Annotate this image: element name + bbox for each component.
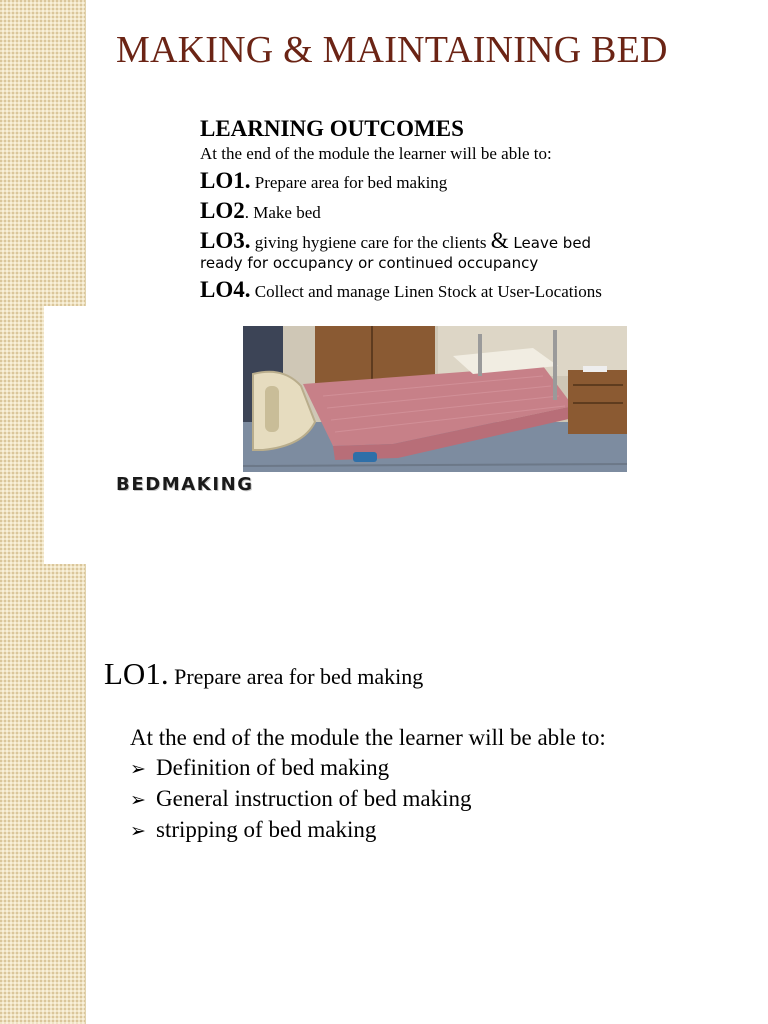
list-item bbox=[130, 815, 744, 846]
outcome-code: LO2 bbox=[200, 198, 245, 223]
image-caption: BEDMAKING bbox=[116, 474, 254, 495]
outcome-lo3 bbox=[200, 230, 720, 273]
outcome-text: . Make bed bbox=[244, 203, 321, 222]
outcome-text: Prepare area for bed making bbox=[250, 173, 448, 192]
arrow-bullet-icon: ➢ bbox=[130, 789, 146, 811]
outcome-lo1 bbox=[200, 170, 720, 194]
lo1-detail-intro: At the end of the module the learner will be able to: bbox=[130, 725, 606, 750]
ampersand: & bbox=[490, 228, 509, 253]
list-item bbox=[130, 753, 744, 784]
outcome-lo2 bbox=[200, 200, 720, 224]
image-backing-panel bbox=[44, 306, 90, 564]
learning-outcomes-intro: At the end of the module the learner will be able to: bbox=[200, 144, 552, 163]
list-item-text: Definition of bed making bbox=[156, 755, 390, 780]
hospital-bed-photo bbox=[243, 326, 627, 472]
lo1-bullet-list bbox=[130, 753, 744, 846]
lo1-detail-title-text: Prepare area for bed making bbox=[168, 664, 424, 689]
outcome-text-continuation: ready for occupancy or continued occupancy bbox=[200, 254, 539, 272]
bed-wheel-pedal bbox=[353, 452, 377, 462]
hospital-bed-illustration bbox=[243, 326, 627, 472]
outcome-text-extra: Leave bed bbox=[508, 234, 592, 252]
arrow-bullet-icon: ➢ bbox=[130, 820, 146, 842]
page-title: MAKING & MAINTAINING BED bbox=[116, 29, 668, 71]
lo1-detail-title bbox=[104, 656, 744, 695]
lo1-detail-body bbox=[104, 723, 744, 846]
learning-outcomes-section bbox=[200, 116, 720, 303]
list-item bbox=[130, 784, 744, 815]
outcome-code: LO1. bbox=[200, 168, 251, 193]
outcome-code: LO3. bbox=[200, 228, 251, 253]
learning-outcomes-heading: LEARNING OUTCOMES bbox=[200, 116, 464, 141]
lo1-detail-code: LO1. bbox=[104, 656, 169, 691]
outcome-text: Collect and manage Linen Stock at User-Locations bbox=[250, 282, 602, 301]
lo1-detail-section bbox=[104, 656, 744, 846]
list-item-text: stripping of bed making bbox=[156, 817, 377, 842]
outcome-lo4 bbox=[200, 279, 720, 303]
outcome-code: LO4. bbox=[200, 277, 251, 302]
outcome-text: giving hygiene care for the clients bbox=[250, 233, 491, 252]
list-item-text: General instruction of bed making bbox=[156, 786, 472, 811]
arrow-bullet-icon: ➢ bbox=[130, 758, 146, 780]
